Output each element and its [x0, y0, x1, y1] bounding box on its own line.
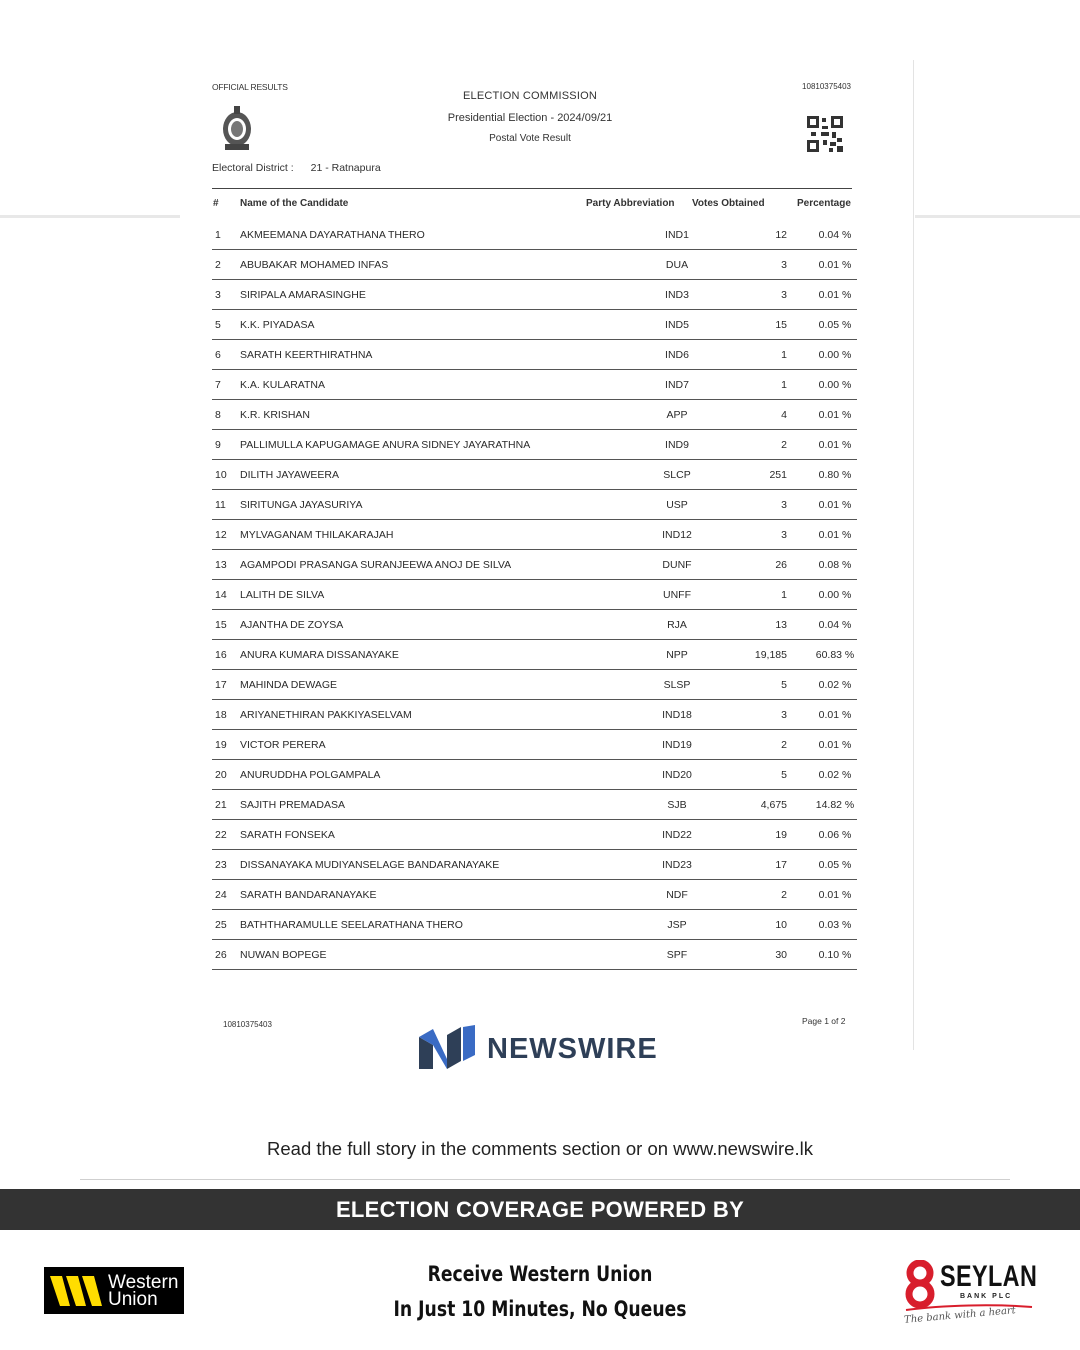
vote-percentage: 0.04 %: [818, 229, 852, 241]
table-row: [212, 910, 857, 940]
votes-obtained: 2: [781, 739, 787, 751]
party-abbreviation: JSP: [667, 919, 687, 931]
row-number: 7: [215, 379, 221, 391]
candidate-name: K.K. PIYADASA: [240, 319, 315, 331]
seylan-mark-icon: [902, 1260, 938, 1308]
row-number: 8: [215, 409, 221, 421]
row-number: 24: [215, 889, 227, 901]
row-number: 26: [215, 949, 227, 961]
vote-percentage: 0.06 %: [818, 829, 852, 841]
results-document: [180, 60, 915, 1050]
table-row: [212, 280, 857, 310]
candidate-name: AKMEEMANA DAYARATHANA THERO: [240, 229, 425, 241]
story-link-text: Read the full story in the comments section or on www.newswire.lk: [267, 1138, 813, 1159]
vote-percentage: 0.05 %: [818, 859, 852, 871]
votes-obtained: 26: [775, 559, 787, 571]
votes-obtained: 19: [775, 829, 787, 841]
votes-obtained: 13: [775, 619, 787, 631]
party-abbreviation: IND18: [662, 709, 692, 721]
row-number: 6: [215, 349, 221, 361]
votes-obtained: 3: [781, 709, 787, 721]
header-pct: Percentage: [797, 198, 851, 209]
vote-percentage: 0.01 %: [818, 409, 852, 421]
candidate-name: MAHINDA DEWAGE: [240, 679, 338, 691]
votes-obtained: 17: [775, 859, 787, 871]
party-abbreviation: DUNF: [662, 559, 692, 571]
vote-percentage: 0.03 %: [818, 919, 852, 931]
vote-percentage: 0.00 %: [818, 379, 852, 391]
coverage-banner: ELECTION COVERAGE POWERED BY: [0, 1189, 1080, 1230]
vote-percentage: 0.02 %: [818, 769, 852, 781]
table-row: [212, 880, 857, 910]
row-number: 23: [215, 859, 227, 871]
party-abbreviation: RJA: [667, 619, 687, 631]
votes-obtained: 12: [775, 229, 787, 241]
promo-line-2: In Just 10 Minutes, No Queues: [393, 1297, 687, 1321]
seylan-tagline: The bank with a heart: [903, 1305, 1017, 1326]
vote-percentage: 0.00 %: [818, 589, 852, 601]
western-union-logo: [44, 1267, 184, 1314]
party-abbreviation: IND19: [662, 739, 692, 751]
header-no: #: [213, 198, 219, 209]
divider: [80, 1179, 1010, 1180]
table-row: [212, 580, 857, 610]
votes-obtained: 4: [781, 409, 787, 421]
vote-percentage: 0.80 %: [818, 469, 852, 481]
table-row: [212, 940, 857, 970]
candidate-name: SIRITUNGA JAYASURIYA: [240, 499, 363, 511]
candidate-name: SARATH FONSEKA: [240, 829, 335, 841]
candidate-name: SAJITH PREMADASA: [240, 799, 346, 811]
candidate-name: AJANTHA DE ZOYSA: [240, 619, 344, 631]
party-abbreviation: APP: [666, 409, 688, 421]
row-number: 14: [215, 589, 227, 601]
row-number: 12: [215, 529, 227, 541]
vote-percentage: 0.01 %: [818, 889, 852, 901]
table-row: [212, 310, 857, 340]
row-number: 22: [215, 829, 227, 841]
table-row: [212, 430, 857, 460]
party-abbreviation: IND3: [665, 289, 689, 301]
table-row: [212, 340, 857, 370]
row-number: 2: [215, 259, 221, 271]
candidate-name: PALLIMULLA KAPUGAMAGE ANURA SIDNEY JAYARATHNA: [240, 439, 531, 451]
party-abbreviation: IND23: [662, 859, 692, 871]
table-row: [212, 490, 857, 520]
table-row: [212, 730, 857, 760]
party-abbreviation: NDF: [666, 889, 688, 901]
row-number: 16: [215, 649, 227, 661]
candidate-name: ABUBAKAR MOHAMED INFAS: [240, 259, 389, 271]
newswire-logo-icon: [417, 1025, 479, 1071]
vote-percentage: 0.01 %: [818, 739, 852, 751]
votes-obtained: 5: [781, 769, 787, 781]
result-type: Postal Vote Result: [489, 133, 571, 144]
votes-obtained: 3: [781, 289, 787, 301]
header-name: Name of the Candidate: [240, 198, 349, 209]
party-abbreviation: IND22: [662, 829, 692, 841]
table-row: [212, 670, 857, 700]
vote-percentage: 14.82 %: [815, 799, 855, 811]
document-number-bottom: 10810375403: [223, 1020, 272, 1029]
table-row: [212, 640, 857, 670]
party-abbreviation: SLSP: [663, 679, 691, 691]
party-abbreviation: SLCP: [663, 469, 691, 481]
table-row: [212, 820, 857, 850]
vote-percentage: 0.01 %: [818, 499, 852, 511]
row-number: 5: [215, 319, 221, 331]
vote-percentage: 0.01 %: [818, 529, 852, 541]
votes-obtained: 3: [781, 499, 787, 511]
votes-obtained: 30: [775, 949, 787, 961]
election-title: Presidential Election - 2024/09/21: [447, 112, 613, 124]
votes-obtained: 3: [781, 259, 787, 271]
newswire-wordmark: NEWSWIRE: [487, 1033, 658, 1065]
candidate-name: VICTOR PERERA: [240, 739, 326, 751]
party-abbreviation: IND1: [665, 229, 689, 241]
row-number: 3: [215, 289, 221, 301]
table-row: [212, 460, 857, 490]
candidate-name: MYLVAGANAM THILAKARAJAH: [240, 529, 394, 541]
votes-obtained: 2: [781, 889, 787, 901]
candidate-name: LALITH DE SILVA: [240, 589, 325, 601]
district-label: Electoral District :: [212, 162, 294, 174]
vote-percentage: 0.01 %: [818, 289, 852, 301]
national-emblem-icon: [220, 104, 254, 152]
vote-percentage: 0.02 %: [818, 679, 852, 691]
results-table-body: [212, 220, 857, 970]
party-abbreviation: NPP: [666, 649, 688, 661]
vote-percentage: 0.00 %: [818, 349, 852, 361]
candidate-name: K.R. KRISHAN: [240, 409, 311, 421]
candidate-name: K.A. KULARATNA: [240, 379, 325, 391]
row-number: 19: [215, 739, 227, 751]
votes-obtained: 10: [775, 919, 787, 931]
row-number: 10: [215, 469, 227, 481]
header-party: Party Abbreviation: [586, 198, 675, 209]
votes-obtained: 2: [781, 439, 787, 451]
table-row: [212, 550, 857, 580]
votes-obtained: 15: [775, 319, 787, 331]
official-results-label: OFFICIAL RESULTS: [212, 82, 288, 92]
votes-obtained: 19,185: [754, 649, 787, 661]
header-votes: Votes Obtained: [692, 198, 765, 209]
votes-obtained: 5: [781, 679, 787, 691]
party-abbreviation: DUA: [665, 259, 689, 271]
candidate-name: SIRIPALA AMARASINGHE: [240, 289, 366, 301]
party-abbreviation: IND12: [662, 529, 692, 541]
candidate-name: DILITH JAYAWEERA: [240, 469, 339, 481]
western-union-mark-icon: [50, 1276, 102, 1306]
votes-obtained: 1: [781, 589, 787, 601]
western-union-line2: Union: [108, 1289, 158, 1310]
table-row: [212, 700, 857, 730]
row-number: 18: [215, 709, 227, 721]
row-number: 11: [215, 499, 226, 511]
vote-percentage: 0.04 %: [818, 619, 852, 631]
vote-percentage: 0.10 %: [818, 949, 852, 961]
seylan-sub: BANK PLC: [960, 1293, 1013, 1300]
votes-obtained: 3: [781, 529, 787, 541]
table-row: [212, 850, 857, 880]
party-abbreviation: IND5: [665, 319, 689, 331]
document-number-top: 10810375403: [802, 82, 851, 91]
table-row: [212, 220, 857, 250]
vote-percentage: 0.01 %: [818, 439, 852, 451]
row-number: 9: [215, 439, 221, 451]
party-abbreviation: IND20: [662, 769, 692, 781]
party-abbreviation: IND6: [665, 349, 689, 361]
table-header: [212, 188, 852, 217]
candidate-name: ARIYANETHIRAN PAKKIYASELVAM: [240, 709, 412, 721]
table-row: [212, 610, 857, 640]
table-row: [212, 760, 857, 790]
candidate-name: AGAMPODI PRASANGA SURANJEEWA ANOJ DE SILVA: [240, 559, 512, 571]
row-number: 17: [215, 679, 227, 691]
vote-percentage: 0.01 %: [818, 259, 852, 271]
qr-code-icon: [807, 116, 843, 152]
row-number: 21: [215, 799, 227, 811]
western-union-line1: Western: [108, 1272, 179, 1293]
votes-obtained: 251: [769, 469, 787, 481]
vote-percentage: 0.05 %: [818, 319, 852, 331]
table-row: [212, 250, 857, 280]
district-value: 21 - Ratnapura: [310, 162, 381, 174]
party-abbreviation: IND9: [665, 439, 689, 451]
row-number: 1: [215, 229, 221, 241]
newswire-logo: [417, 1025, 677, 1071]
seylan-bank-logo: [900, 1258, 1040, 1330]
candidate-name: ANURUDDHA POLGAMPALA: [240, 769, 381, 781]
vote-percentage: 0.08 %: [818, 559, 852, 571]
table-row: [212, 400, 857, 430]
vote-percentage: 60.83 %: [815, 649, 855, 661]
candidate-name: SARATH KEERTHIRATHNA: [240, 349, 373, 361]
page-indicator: Page 1 of 2: [802, 1016, 846, 1026]
candidate-name: NUWAN BOPEGE: [240, 949, 327, 961]
party-abbreviation: SJB: [667, 799, 687, 811]
party-abbreviation: IND7: [665, 379, 689, 391]
table-row: [212, 790, 857, 820]
row-number: 13: [215, 559, 227, 571]
commission-title: ELECTION COMMISSION: [463, 90, 597, 102]
candidate-name: DISSANAYAKA MUDIYANSELAGE BANDARANAYAKE: [240, 859, 500, 871]
row-number: 20: [215, 769, 227, 781]
document-edge: [913, 60, 914, 1050]
table-row: [212, 520, 857, 550]
candidate-name: ANURA KUMARA DISSANAYAKE: [240, 649, 399, 661]
votes-obtained: 4,675: [760, 799, 787, 811]
table-row: [212, 370, 857, 400]
candidate-name: BATHTHARAMULLE SEELARATHANA THERO: [240, 919, 463, 931]
seylan-wordmark: SEYLAN: [940, 1260, 1038, 1293]
electoral-district: [212, 162, 381, 174]
votes-obtained: 1: [781, 349, 787, 361]
party-abbreviation: USP: [666, 499, 688, 511]
promo-line-1: Receive Western Union: [427, 1262, 653, 1286]
votes-obtained: 1: [781, 379, 787, 391]
vote-percentage: 0.01 %: [818, 709, 852, 721]
party-abbreviation: SPF: [666, 949, 688, 961]
party-abbreviation: UNFF: [663, 589, 691, 601]
row-number: 25: [215, 919, 227, 931]
candidate-name: SARATH BANDARANAYAKE: [240, 889, 377, 901]
row-number: 15: [215, 619, 227, 631]
